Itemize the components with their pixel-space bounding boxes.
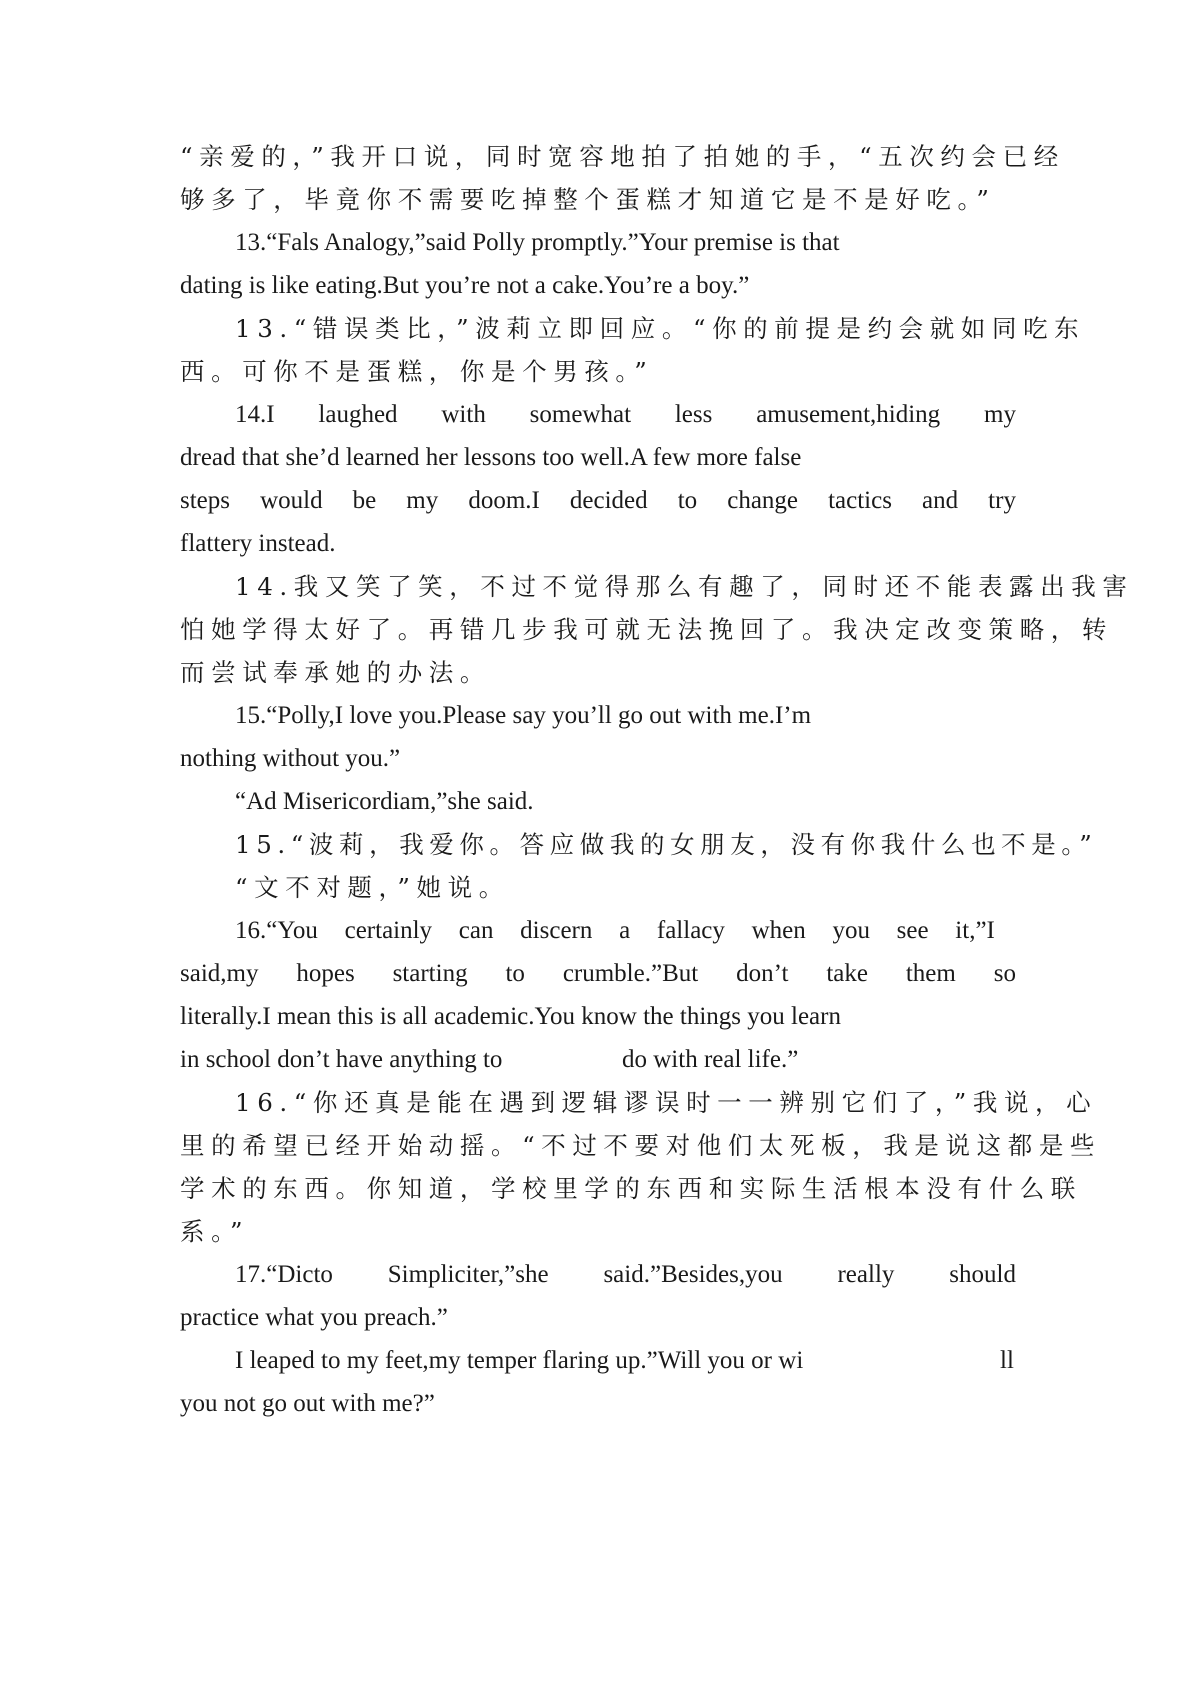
paragraph-line: in school don’t have anything to — [180, 1046, 503, 1073]
paragraph-line: do with real life.” — [622, 1046, 799, 1073]
paragraph-line: “亲爱的，”我开口说，同时宽容地拍了拍她的手，“五次约会已经 — [180, 142, 1065, 171]
word: should — [949, 1261, 1016, 1288]
paragraph-line: ll — [1000, 1347, 1014, 1374]
word: steps — [180, 487, 230, 514]
paragraph-line: 系。” — [180, 1217, 250, 1246]
paragraph-line: 够多了，毕竟你不需要吃掉整个蛋糕才知道它是不是好吃。” — [180, 185, 996, 214]
word: to — [677, 487, 698, 514]
paragraph-line: 里的希望已经开始动摇。“不过不要对他们太死板，我是说这都是些 — [180, 1131, 1102, 1160]
word: 17.“Dicto — [235, 1261, 333, 1288]
word: don’t — [736, 960, 789, 987]
paragraph-line: 怕她学得太好了。再错几步我可就无法挽回了。我决定改变策略，转 — [180, 615, 1113, 644]
paragraph-line: dating is like eating.But you’re not a cake.You’re a boy.” — [180, 272, 750, 299]
word: my — [984, 401, 1016, 428]
paragraph-line: 学术的东西。你知道，学校里学的东西和实际生活根本没有什么联 — [180, 1174, 1082, 1203]
paragraph-line: 13.“Fals Analogy,”said Polly promptly.”Your premise is that — [235, 229, 840, 256]
paragraph-line: 15.“Polly,I love you.Please say you’ll go out with me.I’m — [235, 702, 812, 729]
word: it,”I — [955, 917, 995, 944]
word: fallacy — [656, 917, 725, 944]
paragraph-line: you not go out with me?” — [180, 1390, 435, 1417]
word: somewhat — [529, 401, 632, 428]
word: a — [619, 917, 631, 944]
paragraph-line: “文不对题，”她说。 — [235, 873, 510, 902]
word: discern — [520, 917, 593, 944]
word: to — [505, 960, 525, 987]
word: amusement,hiding — [756, 401, 941, 428]
paragraph-line: 13.“错误类比，”波莉立即回应。“你的前提是约会就如同吃东 — [235, 314, 1086, 343]
word: try — [988, 487, 1016, 514]
word: really — [837, 1261, 895, 1288]
word: you — [832, 917, 870, 944]
paragraph-line: 15.“波莉，我爱你。答应做我的女朋友，没有你我什么也不是。” — [235, 830, 1098, 859]
word: starting — [392, 960, 468, 987]
justified-line — [235, 392, 1016, 438]
paragraph-line: 西。可你不是蛋糕，你是个男孩。” — [180, 357, 654, 386]
word: my — [406, 487, 439, 514]
paragraph-line: 而尝试奉承她的办法。 — [180, 658, 491, 687]
justified-line — [180, 478, 1016, 524]
word: so — [993, 960, 1016, 987]
paragraph-line: literally.I mean this is all academic.You know the things you learn — [180, 1003, 841, 1030]
justified-line — [235, 908, 995, 954]
paragraph-line: practice what you preach.” — [180, 1304, 448, 1331]
word: take — [826, 960, 868, 987]
word: less — [674, 401, 713, 428]
word: 16.“You — [235, 917, 318, 944]
word: said.”Besides,you — [603, 1261, 783, 1288]
word: can — [458, 917, 494, 944]
word: be — [352, 487, 377, 514]
word: certainly — [344, 917, 433, 944]
word: with — [441, 401, 486, 428]
paragraph-line: “Ad Misericordiam,”she said. — [235, 788, 534, 815]
paragraph-line: I leaped to my feet,my temper flaring up.”Will you or wi — [235, 1347, 804, 1374]
word: laughed — [318, 401, 398, 428]
paragraph-line: 14.我又笑了笑，不过不觉得那么有趣了，同时还不能表露出我害 — [235, 572, 1134, 601]
word: would — [260, 487, 323, 514]
word: crumble.”But — [562, 960, 699, 987]
justified-line — [180, 951, 1016, 997]
word: said,my — [180, 960, 259, 987]
word: 14.I — [235, 401, 275, 428]
word: Simpliciter,”she — [387, 1261, 549, 1288]
word: decided — [569, 487, 648, 514]
word: tactics — [828, 487, 892, 514]
paragraph-line: dread that she’d learned her lessons too well.A few more false — [180, 444, 802, 471]
paragraph-line: 16.“你还真是能在遇到逻辑谬误时一一辨别它们了，”我说，心 — [235, 1088, 1098, 1117]
word: see — [896, 917, 929, 944]
paragraph-line: nothing without you.” — [180, 745, 401, 772]
word: them — [905, 960, 956, 987]
justified-line — [235, 1252, 1016, 1298]
paragraph-line: flattery instead. — [180, 530, 336, 557]
word: doom.I — [468, 487, 540, 514]
word: and — [922, 487, 959, 514]
word: when — [751, 917, 806, 944]
word: change — [727, 487, 799, 514]
word: hopes — [296, 960, 355, 987]
